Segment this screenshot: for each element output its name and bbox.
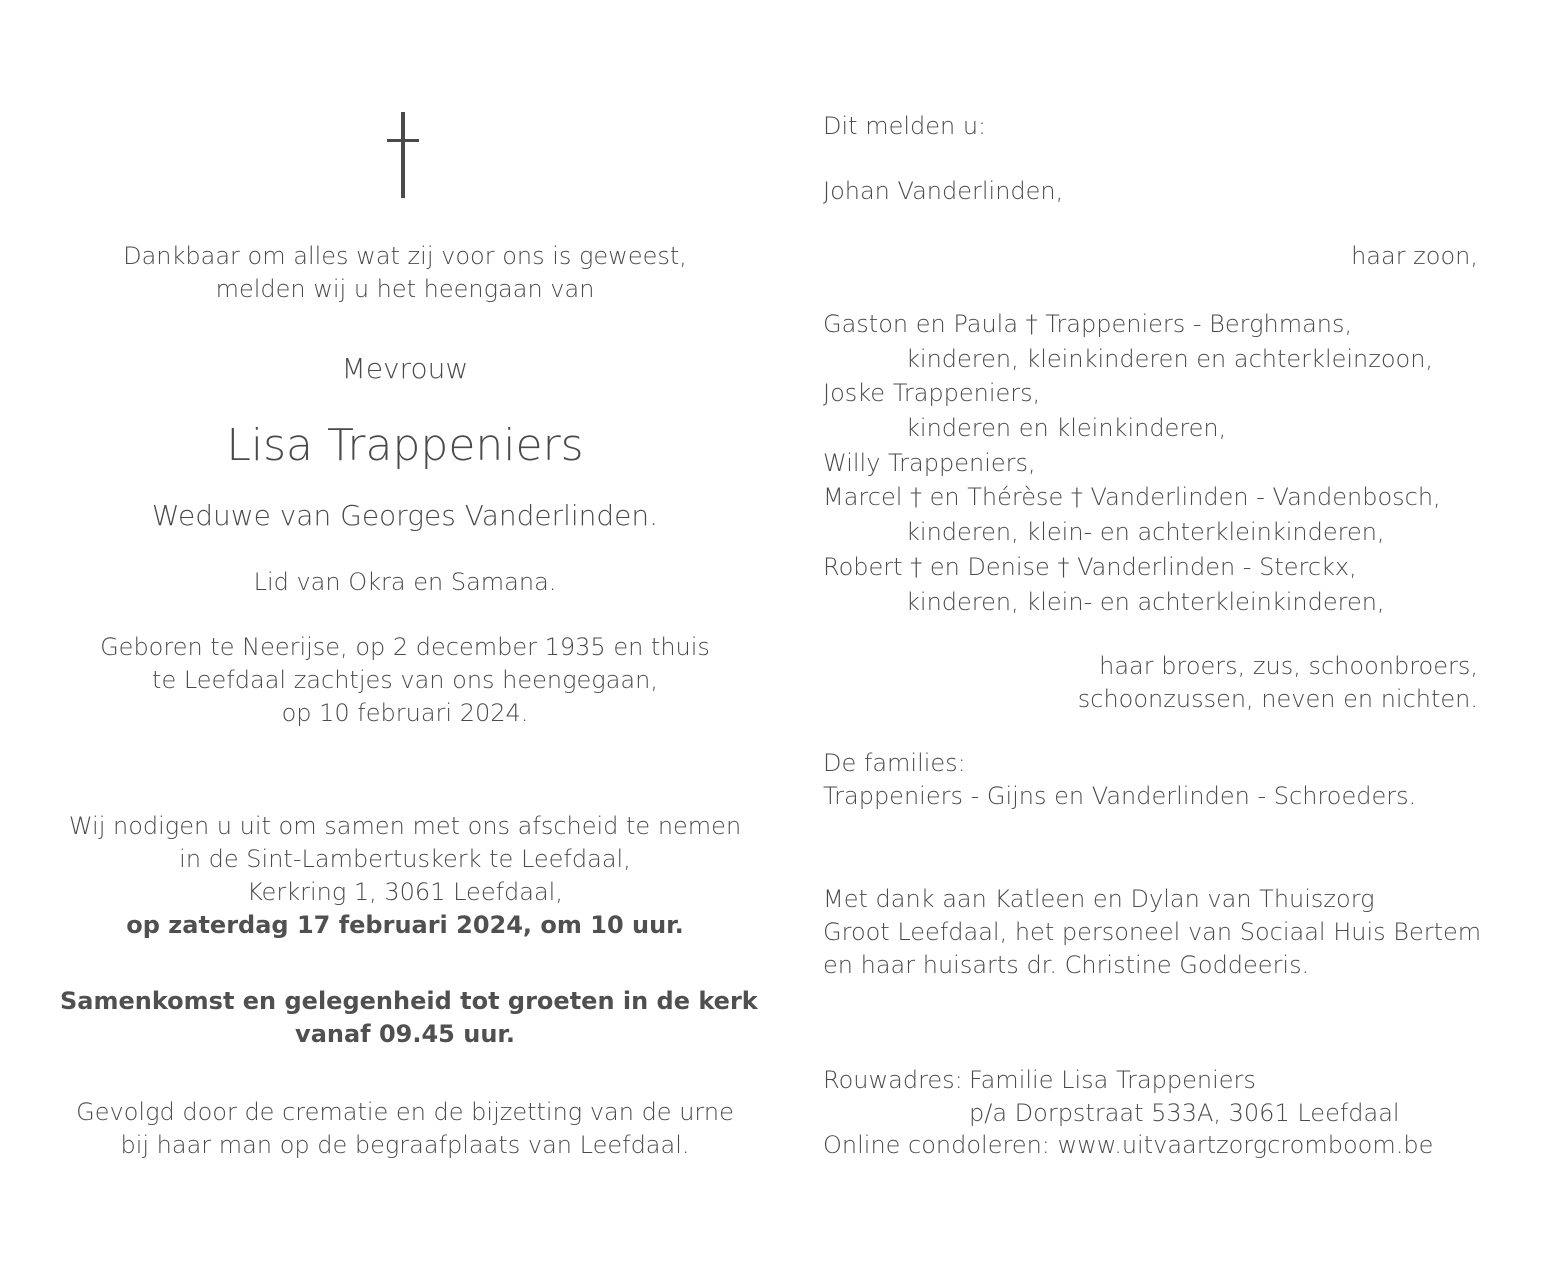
families-line: De families: (823, 749, 966, 777)
thanks-line: Groot Leefdaal, het personeel van Sociaal Huis Bertem (823, 918, 1482, 946)
zoon-text: haar zoon, (1351, 242, 1478, 270)
cremation-line: Gevolgd door de crematie en de bijzetting van de urne (76, 1098, 734, 1126)
thanks-line: en haar huisarts dr. Christine Goddeeris. (823, 951, 1310, 979)
family-list (823, 307, 1478, 619)
family-line: kinderen, kleinkinderen en achterkleinzoon, (906, 344, 1434, 373)
son-name (823, 175, 1478, 208)
deceased-name (60, 418, 750, 474)
gathering-text (60, 985, 758, 1051)
cross-icon (387, 112, 419, 198)
widow-line (60, 499, 750, 532)
invitation-text (60, 810, 750, 942)
intro-line: melden wij u het heengaan van (215, 275, 595, 303)
deceased-title (60, 352, 750, 385)
birth-death-text (60, 631, 750, 730)
address-line: p/a Dorpstraat 533A, 3061 Leefdaal (969, 1099, 1400, 1127)
family-line: Willy Trappeniers, (823, 448, 1036, 477)
name-text: Lisa Trappeniers (226, 420, 584, 471)
family-line: Joske Trappeniers, (823, 379, 1041, 408)
online-condolence (823, 1129, 1478, 1162)
address-spacer (823, 1097, 969, 1130)
thanks-text (823, 883, 1482, 982)
cremation-line: bij haar man op de begraafplaats van Leefdaal. (120, 1131, 690, 1159)
thanks-line: Met dank aan Katleen en Dylan van Thuiszorg (823, 885, 1375, 913)
family-line: kinderen en kleinkinderen, (906, 414, 1227, 443)
son-relation (823, 240, 1478, 273)
address-row (823, 1064, 1478, 1097)
membership-line (60, 566, 750, 599)
family-line: kinderen, klein- en achterkleinkinderen, (906, 587, 1385, 616)
invite-line: Kerkring 1, 3061 Leefdaal, (247, 878, 563, 906)
born-line: te Leefdaal zachtjes van ons heengegaan, (152, 666, 658, 694)
title-text: Mevrouw (341, 352, 469, 385)
cross-vertical (401, 112, 405, 198)
son-text: Johan Vanderlinden, (823, 177, 1064, 205)
invite-line: in de Sint-Lambertuskerk te Leefdaal, (179, 845, 631, 873)
meet-line: Samenkomst en gelegenheid tot groeten in de kerk (60, 987, 758, 1015)
family-line: kinderen, klein- en achterkleinkinderen, (906, 518, 1385, 547)
family-line: Marcel † en Thérèse † Vanderlinden - Vandenbosch, (823, 483, 1441, 512)
address-label: Rouwadres: (823, 1066, 963, 1094)
siblings-line: haar broers, zus, schoonbroers, (1099, 652, 1478, 680)
cremation-text (60, 1096, 750, 1162)
invite-line: Wij nodigen u uit om samen met ons afscheid te nemen (68, 812, 742, 840)
born-line: Geboren te Neerijse, op 2 december 1935 en thuis (100, 633, 710, 661)
invite-date: op zaterdag 17 februari 2024, om 10 uur. (126, 911, 684, 939)
member-text: Lid van Okra en Samana. (253, 568, 557, 596)
cross-horizontal (387, 139, 419, 142)
mourning-address (823, 1064, 1478, 1130)
born-line: op 10 februari 2024. (281, 699, 529, 727)
address-row (823, 1097, 1478, 1130)
families-text (823, 747, 1478, 813)
families-line: Trappeniers - Gijns en Vanderlinden - Schroeders. (823, 782, 1417, 810)
siblings-line: schoonzussen, neven en nichten. (1077, 685, 1478, 713)
family-line: Robert † en Denise † Vanderlinden - Sterckx, (823, 552, 1357, 581)
announce-heading (823, 110, 1478, 143)
announce-text: Dit melden u: (823, 112, 987, 140)
widow-text: Weduwe van Georges Vanderlinden. (151, 499, 659, 532)
meet-line: vanaf 09.45 uur. (295, 1020, 515, 1048)
intro-line: Dankbaar om alles wat zij voor ons is geweest, (123, 242, 687, 270)
intro-text (60, 240, 750, 306)
online-text: Online condoleren: www.uitvaartzorgcromboom.be (823, 1131, 1434, 1159)
address-line: Familie Lisa Trappeniers (969, 1066, 1256, 1094)
family-line: Gaston en Paula † Trappeniers - Berghmans, (823, 310, 1353, 338)
siblings-relation (823, 650, 1478, 716)
